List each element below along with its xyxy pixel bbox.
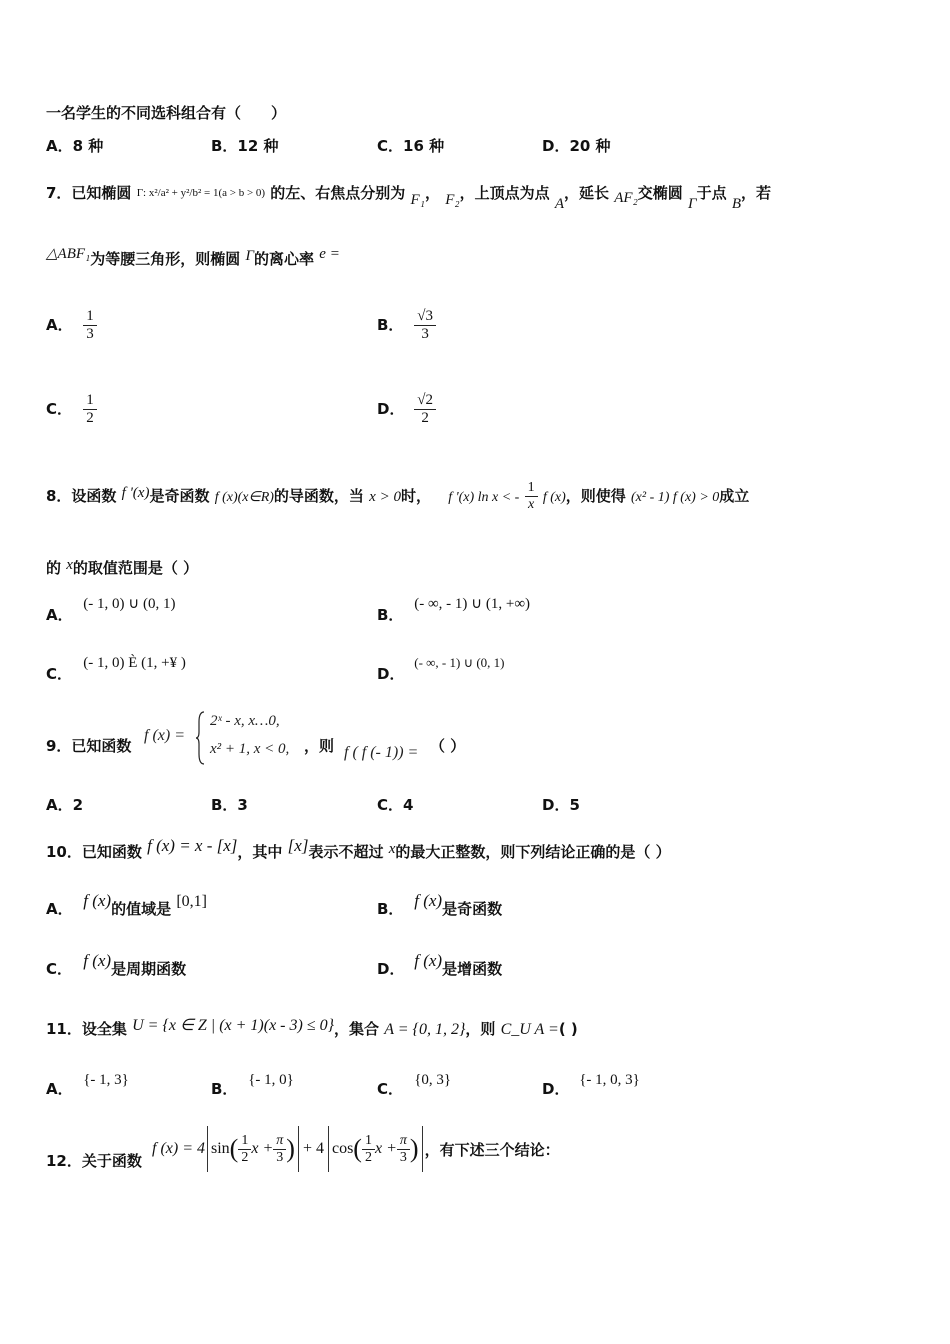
q7-af2: AF₂ <box>614 190 638 206</box>
q7-point-a: A <box>554 196 564 212</box>
q7-text9: 的离心率 <box>254 250 315 268</box>
q11-option-b[interactable] <box>211 1072 294 1099</box>
q10-option-a-label: A． <box>46 900 73 918</box>
numerator: 1 <box>83 308 97 326</box>
q8-cond: x > 0 <box>369 489 401 505</box>
numerator: √3 <box>414 308 436 326</box>
q10-text1: 10．已知函数 <box>46 843 142 861</box>
q7-option-c-frac <box>83 392 97 427</box>
q7-e: e = <box>319 246 340 262</box>
q11-universal-set: U = {x ∈ Z | (x + 1)(x - 3) ≤ 0} <box>132 1017 335 1034</box>
q8-ineq2: (x² - 1) f (x) > 0 <box>631 490 720 505</box>
q8-option-d-label: D． <box>377 665 405 683</box>
q8-stem <box>46 480 749 513</box>
q11-text4: ( ) <box>558 1020 578 1038</box>
q7-f2: F₂ <box>445 192 460 208</box>
q12-half-frac-2 <box>362 1133 375 1166</box>
q11-text1: 11．设全集 <box>46 1020 127 1038</box>
q9-option-c[interactable]: C．4 <box>377 796 414 814</box>
q9-paren: （ ） <box>430 737 466 755</box>
q9-option-d[interactable]: D．5 <box>542 796 580 814</box>
q7-text2: 的左、右焦点分别为 <box>270 184 406 202</box>
q8-option-d-value: (- ∞, - 1) ∪ (0, 1) <box>414 655 505 670</box>
q7-text6: 于点 <box>696 184 727 202</box>
q10-option-d-label: D． <box>377 960 405 978</box>
q11-option-a-value: {- 1, 3} <box>83 1072 129 1088</box>
q11-set-a: A = {0, 1, 2} <box>384 1021 466 1038</box>
q12-pi-frac <box>273 1133 286 1166</box>
denominator: 2 <box>86 410 94 426</box>
denominator: x <box>527 497 535 512</box>
q8-text4: 时， <box>400 487 431 505</box>
denominator: 2 <box>241 1149 249 1165</box>
q8-option-c-value: (- 1, 0) È (1, +¥ ) <box>83 655 186 671</box>
q8-option-a[interactable] <box>46 596 176 625</box>
q7-comma: ， <box>424 184 440 202</box>
q7-text1: 7．已知椭圆 <box>46 184 132 202</box>
q12-pi-frac-2 <box>397 1133 410 1166</box>
denominator: 2 <box>364 1149 372 1165</box>
q11-option-c-value: {0, 3} <box>414 1072 452 1088</box>
numerator: √2 <box>414 392 436 410</box>
q10-text4: 的最大正整数，则下列结论正确的是（ ） <box>395 843 671 861</box>
q11-option-b-value: {- 1, 0} <box>248 1072 294 1088</box>
numerator: 1 <box>525 480 538 497</box>
q8-option-b-value: (- ∞, - 1) ∪ (1, +∞) <box>414 596 531 612</box>
q8-ineq-left: f '(x) ln x < - <box>448 490 520 505</box>
q9-expr: f ( f (- 1)) = <box>344 744 419 761</box>
q10-option-c-text: 是周期函数 <box>111 960 187 978</box>
q7-option-c-label: C． <box>46 400 73 418</box>
q9-stem-text: 9．已知函数 <box>46 737 132 755</box>
q10-option-c-label: C． <box>46 960 73 978</box>
q11-option-c-label: C． <box>377 1080 404 1098</box>
q7-gamma: Γ <box>688 196 697 212</box>
q8-text6: 成立 <box>719 487 750 505</box>
denominator: 3 <box>421 326 429 342</box>
q9-option-a[interactable]: A．2 <box>46 796 84 814</box>
q10-option-b-text: 是奇函数 <box>442 900 503 918</box>
q12-plus4: + 4 <box>302 1140 324 1157</box>
q9-case2: x² + 1, x < 0, <box>210 741 290 757</box>
q10-option-a-range: [0,1] <box>176 893 207 910</box>
q11-option-a-label: A． <box>46 1080 73 1098</box>
q10-option-d-text: 是增函数 <box>442 960 503 978</box>
q8-stem-line2 <box>46 557 198 578</box>
q9-case1: 2ˣ - x, x…0, <box>210 713 280 729</box>
q7-text7: ，若 <box>741 184 772 202</box>
q10-stem <box>46 836 671 862</box>
q6-option-c[interactable]: C．16 种 <box>377 137 445 155</box>
q7-option-d-frac <box>414 392 436 427</box>
q6-option-d[interactable]: D．20 种 <box>542 137 611 155</box>
q6-tail: 一名学生的不同选科组合有（ ） <box>46 104 287 122</box>
q12-cos: cos <box>331 1140 354 1157</box>
q12-xplus: x + <box>251 1140 274 1157</box>
q9-then: ，则 <box>304 737 335 755</box>
q10-text3: 表示不超过 <box>308 843 384 861</box>
q7-option-a[interactable] <box>46 308 97 343</box>
q8-fprime: f '(x) <box>121 485 150 501</box>
q10-option-b-label: B． <box>377 900 404 918</box>
denominator: 3 <box>86 326 94 342</box>
q12-stem-text: 12．关于函数 <box>46 1152 142 1170</box>
q7-text4: ，延长 <box>564 184 610 202</box>
q8-ineq-frac <box>525 480 538 513</box>
q7-text5: 交椭圆 <box>637 184 683 202</box>
q8-text7: 的 <box>46 559 62 577</box>
q8-fx: f (x)(x∈R) <box>214 490 274 505</box>
q7-stem-line2 <box>46 248 340 269</box>
q10-option-a-text: 的值域是 <box>111 900 172 918</box>
q8-option-a-value: (- 1, 0) ∪ (0, 1) <box>83 596 176 612</box>
q10-x: x <box>388 841 396 857</box>
q10-option-d[interactable] <box>377 951 503 979</box>
numerator: π <box>397 1133 410 1150</box>
q7-option-b[interactable] <box>377 308 436 343</box>
q10-option-b[interactable] <box>377 891 503 919</box>
denominator: 3 <box>276 1149 284 1165</box>
q10-option-d-f: f (x) <box>414 951 443 970</box>
q12-f: f (x) = 4 <box>152 1140 205 1157</box>
q8-text2: 是奇函数 <box>149 487 210 505</box>
q11-option-d-value: {- 1, 0, 3} <box>579 1072 640 1088</box>
q11-option-b-label: B． <box>211 1080 238 1098</box>
q11-complement: C_U A = <box>500 1021 559 1038</box>
q12-abs-sin <box>207 1126 299 1172</box>
q11-stem <box>46 1018 578 1039</box>
denominator: 2 <box>421 410 429 426</box>
q6-option-b[interactable]: B．12 种 <box>211 137 279 155</box>
q12-half-frac <box>238 1133 251 1166</box>
q10-text2: ，其中 <box>237 843 283 861</box>
q12-abs-cos <box>328 1126 423 1172</box>
q12-xplus-2: x + <box>374 1140 397 1157</box>
q8-option-c[interactable] <box>46 655 186 684</box>
numerator: 1 <box>238 1133 251 1150</box>
q7-option-b-frac <box>414 308 436 343</box>
q10-bracket: [x] <box>287 836 309 855</box>
q12-paren-close-2: ) <box>409 1134 419 1163</box>
q7-ellipse: Γ: x²/a² + y²/b² = 1(a > b > 0) <box>136 187 266 199</box>
q10-option-c-f: f (x) <box>83 951 112 970</box>
q7-stem <box>46 182 772 212</box>
q7-option-c[interactable] <box>46 392 97 427</box>
q7-gamma2: Γ <box>245 248 255 264</box>
q12-function <box>152 1126 560 1172</box>
q7-point-b: B <box>731 196 742 212</box>
q9-fx: f (x) = <box>144 727 185 744</box>
q8-option-b[interactable] <box>377 596 531 625</box>
q7-option-d-label: D． <box>377 400 405 418</box>
q12-paren-open: ( <box>229 1134 239 1163</box>
q8-text8: 的取值范围是（ ） <box>72 559 199 577</box>
q8-text3: 的导函数，当 <box>273 487 364 505</box>
q7-option-b-label: B． <box>377 316 404 334</box>
denominator: 3 <box>399 1149 407 1165</box>
q7-option-a-label: A． <box>46 316 73 334</box>
q6-option-a[interactable]: A．8 种 <box>46 137 104 155</box>
q7-text3: ，上顶点为点 <box>459 184 550 202</box>
q11-text2: ，集合 <box>334 1020 380 1038</box>
q8-text1: 8．设函数 <box>46 487 117 505</box>
q11-option-d-label: D． <box>542 1080 570 1098</box>
q9-option-b[interactable]: B．3 <box>211 796 248 814</box>
q10-option-a-f: f (x) <box>83 891 112 910</box>
q7-text8: 为等腰三角形，则椭圆 <box>90 250 241 268</box>
q11-option-d[interactable] <box>542 1072 640 1099</box>
q8-option-c-label: C． <box>46 665 73 683</box>
q11-option-a[interactable] <box>46 1072 129 1099</box>
numerator: π <box>273 1133 286 1150</box>
numerator: 1 <box>362 1133 375 1150</box>
q10-option-c[interactable] <box>46 951 187 979</box>
q12-text2: ，有下述三个结论： <box>424 1140 560 1159</box>
q10-option-a[interactable] <box>46 891 207 919</box>
q9-brace <box>196 710 206 766</box>
q8-option-b-label: B． <box>377 606 404 624</box>
q8-text5: ，则使得 <box>565 487 626 505</box>
q12-paren-close: ) <box>286 1134 295 1163</box>
q8-option-d[interactable] <box>377 655 505 684</box>
q7-triangle: △ABF₁ <box>46 246 91 262</box>
q12-sin: sin <box>211 1140 230 1157</box>
q8-x: x <box>66 557 73 573</box>
q10-def: f (x) = x - [x] <box>147 836 238 855</box>
q11-option-c[interactable] <box>377 1072 452 1099</box>
q10-option-b-f: f (x) <box>414 891 443 910</box>
q7-f1: F₁ <box>410 192 425 208</box>
q11-text3: ，则 <box>465 1020 496 1038</box>
q8-ineq-right: f (x) <box>542 490 566 505</box>
q7-option-a-frac <box>83 308 97 343</box>
q8-option-a-label: A． <box>46 606 73 624</box>
q7-option-d[interactable] <box>377 392 436 427</box>
q12-paren-open-2: ( <box>353 1134 362 1163</box>
numerator: 1 <box>83 392 97 410</box>
